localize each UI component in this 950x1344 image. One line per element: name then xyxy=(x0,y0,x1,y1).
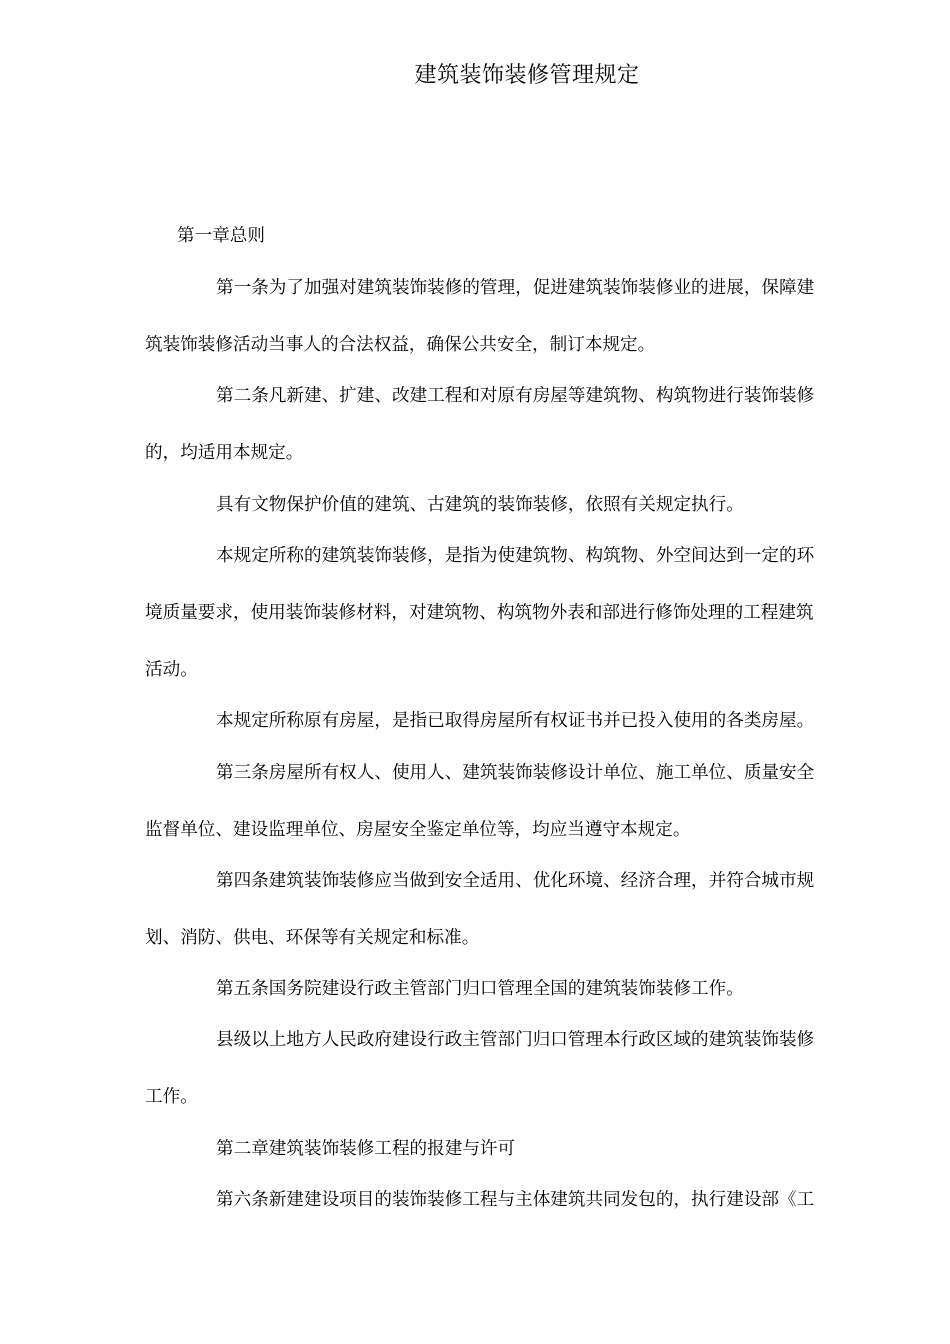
paragraph-line: 第一条为了加强对建筑装饰装修的管理，促进建筑装饰装修业的进展，保障建 xyxy=(216,278,815,298)
paragraph-line: 工作。 xyxy=(145,1087,198,1107)
paragraph-line: 第四条建筑装饰装修应当做到安全适用、优化环境、经济合理，并符合城市规 xyxy=(216,871,815,891)
paragraph-line: 第六条新建建设项目的装饰装修工程与主体建筑共同发包的，执行建设部《工 xyxy=(216,1190,815,1210)
paragraph-line: 活动。 xyxy=(145,660,198,680)
chapter-heading: 第二章建筑装饰装修工程的报建与许可 xyxy=(216,1139,516,1159)
chapter-heading: 第一章总则 xyxy=(177,226,265,246)
paragraph-line: 的，均适用本规定。 xyxy=(145,443,304,463)
paragraph-line: 筑装饰装修活动当事人的合法权益，确保公共安全，制订本规定。 xyxy=(145,335,656,355)
document-title: 建筑装饰装修管理规定 xyxy=(414,63,640,88)
paragraph-line: 具有文物保护价值的建筑、古建筑的装饰装修，依照有关规定执行。 xyxy=(216,495,744,515)
paragraph-line: 第二条凡新建、扩建、改建工程和对原有房屋等建筑物、构筑物进行装饰装修 xyxy=(216,386,815,406)
paragraph-line: 本规定所称原有房屋，是指已取得房屋所有权证书并已投入使用的各类房屋。 xyxy=(216,711,815,731)
paragraph-line: 划、消防、供电、环保等有关规定和标准。 xyxy=(145,928,480,948)
paragraph-line: 第三条房屋所有权人、使用人、建筑装饰装修设计单位、施工单位、质量安全 xyxy=(216,763,815,783)
paragraph-line: 监督单位、建设监理单位、房屋安全鉴定单位等，均应当遵守本规定。 xyxy=(145,820,691,840)
paragraph-line: 县级以上地方人民政府建设行政主管部门归口管理本行政区域的建筑装饰装修 xyxy=(216,1030,815,1050)
paragraph-line: 境质量要求，使用装饰装修材料，对建筑物、构筑物外表和部进行修饰处理的工程建筑 xyxy=(145,603,814,623)
paragraph-line: 本规定所称的建筑装饰装修，是指为使建筑物、构筑物、外空间达到一定的环 xyxy=(216,546,815,566)
paragraph-line: 第五条国务院建设行政主管部门归口管理全国的建筑装饰装修工作。 xyxy=(216,979,744,999)
